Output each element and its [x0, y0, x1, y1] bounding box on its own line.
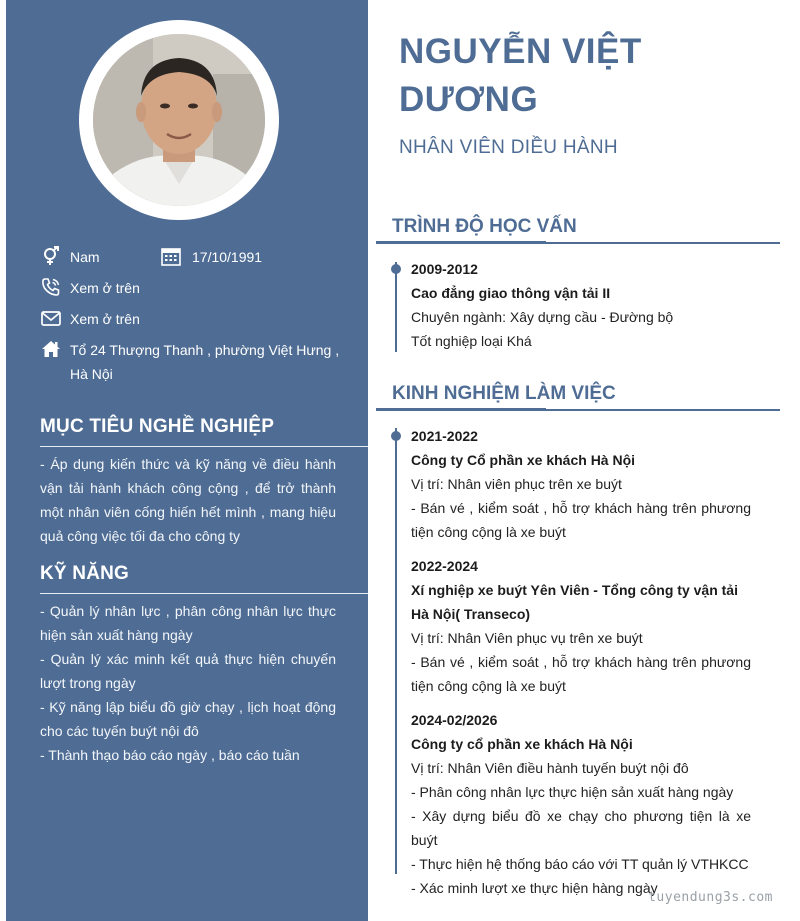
- education-school: Cao đẳng giao thông vận tải II: [411, 285, 611, 301]
- experience-period: 2024-02/2026: [411, 712, 498, 728]
- gender-icon: [40, 245, 62, 267]
- objective-title: MỤC TIÊU NGHỀ NGHIỆP: [40, 416, 275, 437]
- experience-line: Vị trí: Nhân Viên phục vụ trên xe buýt: [411, 630, 643, 646]
- experience-line: - Bán vé , kiểm soát , hỗ trợ khách hàng trên phương tiện công cộng là xe buýt: [411, 500, 751, 540]
- experience-company: Xí nghiệp xe buýt Yên Viên - Tổng công ty vận tải Hà Nội( Transeco): [411, 582, 738, 622]
- experience-line: - Phân công nhân lực thực hiện sản xuất hàng ngày: [411, 784, 734, 800]
- education-major: Chuyên ngành: Xây dựng cầu - Đường bộ: [411, 309, 674, 325]
- job-title: NHÂN VIÊN DIỀU HÀNH: [399, 137, 618, 158]
- experience-line: - Xác minh lượt xe thực hiện hàng ngày: [411, 880, 658, 896]
- experience-entry: [411, 424, 751, 544]
- experience-line: - Thực hiện hệ thống báo cáo với TT quản lý VTHKCC: [411, 856, 749, 872]
- experience-title: KINH NGHIỆM LÀM VIỆC: [392, 383, 616, 404]
- experience-timeline: [395, 428, 397, 874]
- birthday-value: 17/10/1991: [192, 249, 263, 265]
- experience-line: Vị trí: Nhân Viên điều hành tuyến buýt nội đô: [411, 760, 689, 776]
- experience-line: Vị trí: Nhân viên phục trên xe buýt: [411, 476, 622, 492]
- candidate-name: NGUYỄN VIỆT DƯƠNG: [399, 32, 642, 119]
- skill-item: - Thành thạo báo cáo ngày , báo cáo tuần: [40, 747, 300, 763]
- skills-title: KỸ NĂNG: [40, 563, 130, 584]
- objective-text: - Áp dụng kiến thức và kỹ năng về điều hành vận tải hành khách công cộng , để trở thành một nhân viên cống hiến hết mình , mang hiệu quả công việc tối đa cho công ty: [40, 456, 336, 544]
- timeline-dot: [391, 264, 401, 274]
- email-row: [40, 307, 140, 331]
- timeline-dot: [391, 431, 401, 441]
- experience-company: Công ty Cổ phần xe khách Hà Nội: [411, 452, 636, 468]
- phone-row: [40, 276, 140, 300]
- address-row: [40, 338, 340, 386]
- experience-line: - Bán vé , kiểm soát , hỗ trợ khách hàng trên phương tiện công cộng là xe buýt: [411, 654, 751, 694]
- birthday-row: [160, 245, 262, 269]
- watermark: tuyendung3s.com: [648, 890, 773, 905]
- avatar-photo: [93, 34, 265, 206]
- experience-entry: [411, 554, 751, 698]
- skill-item: - Quản lý nhân lực , phân công nhân lực thực hiện sản xuất hàng ngày: [40, 603, 336, 643]
- experience-period: 2022-2024: [411, 558, 478, 574]
- address-value: Tổ 24 Thượng Thanh , phường Việt Hưng , Hà Nội: [70, 342, 340, 382]
- education-entry: [411, 257, 751, 353]
- email-icon: [40, 307, 62, 329]
- skills-divider: [40, 593, 368, 594]
- email-value: Xem ở trên: [70, 311, 140, 327]
- education-divider: [376, 242, 780, 244]
- education-period: 2009-2012: [411, 261, 478, 277]
- education-timeline: [395, 262, 397, 352]
- skill-item: - Kỹ năng lập biểu đồ giờ chạy , lịch hoạt động cho các tuyến buýt nội đô: [40, 699, 336, 739]
- gender-row: [40, 245, 100, 269]
- skill-item: - Quản lý xác minh kết quả thực hiện chuyến lượt trong ngày: [40, 651, 336, 691]
- sidebar: [6, 0, 368, 921]
- experience-entry: [411, 708, 751, 900]
- experience-divider: [376, 409, 780, 411]
- calendar-icon: [160, 245, 182, 267]
- experience-line: - Xây dựng biểu đồ xe chạy cho phương tiện là xe buýt: [411, 808, 751, 848]
- avatar-frame: [79, 20, 279, 220]
- home-icon: [40, 338, 62, 360]
- avatar: [93, 34, 265, 206]
- phone-icon: [40, 276, 62, 298]
- education-result: Tốt nghiệp loại Khá: [411, 333, 532, 349]
- experience-period: 2021-2022: [411, 428, 478, 444]
- skills-list: [40, 599, 336, 767]
- education-title: TRÌNH ĐỘ HỌC VẤN: [392, 216, 577, 237]
- objective-divider: [40, 446, 368, 447]
- phone-value: Xem ở trên: [70, 280, 140, 296]
- experience-company: Công ty cổ phần xe khách Hà Nội: [411, 736, 633, 752]
- gender-value: Nam: [70, 249, 100, 265]
